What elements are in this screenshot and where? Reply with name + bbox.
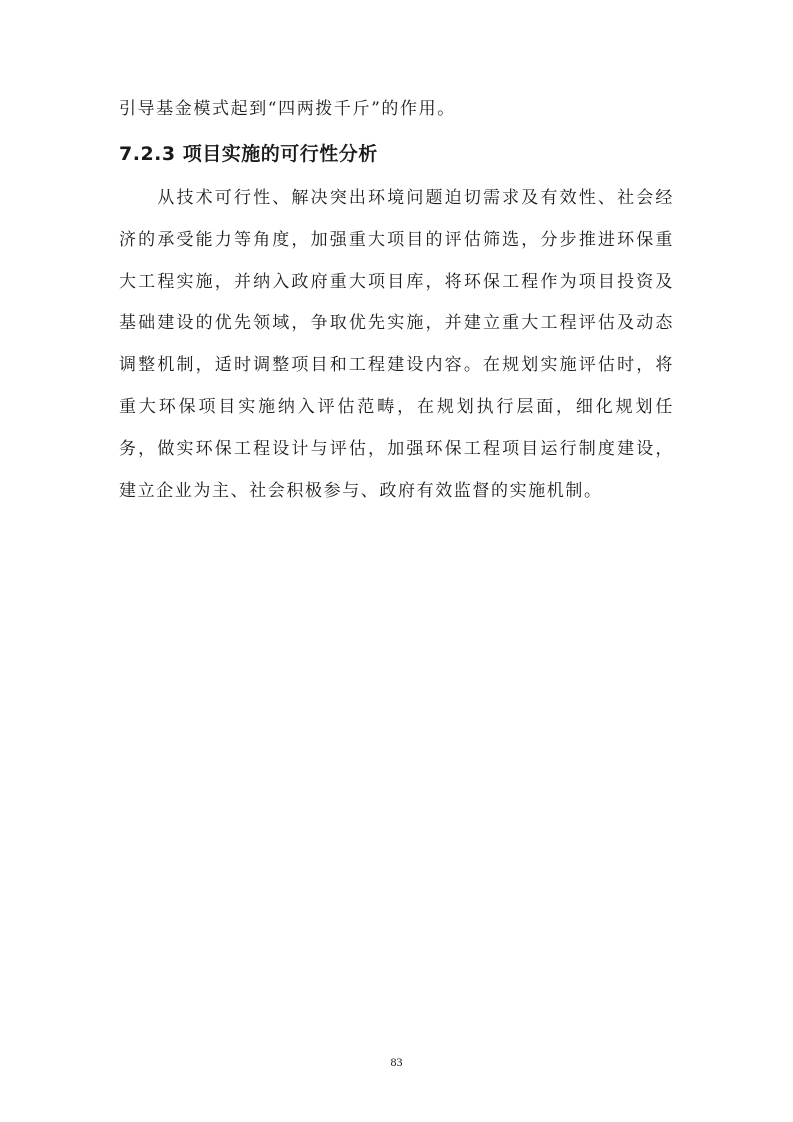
paragraph-line: 重大环保项目实施纳入评估范畴，在规划执行层面，细化规划任 [119, 397, 674, 417]
paragraph-line: 建立企业为主、社会积极参与、政府有效监督的实施机制。 [119, 481, 603, 501]
paragraph-line: 从技术可行性、解决突出环境问题迫切需求及有效性、社会经 [119, 188, 674, 208]
section-heading: 7.2.3 项目实施的可行性分析 [119, 143, 378, 165]
paragraph-line: 务，做实环保工程设计与评估，加强环保工程项目运行制度建设， [119, 439, 674, 459]
paragraph-line: 调整机制，适时调整项目和工程建设内容。在规划实施评估时，将 [119, 355, 674, 375]
paragraph-line: 大工程实施，并纳入政府重大项目库，将环保工程作为项目投资及 [119, 272, 674, 292]
paragraph-line: 济的承受能力等角度，加强重大项目的评估筛选，分步推进环保重 [119, 230, 674, 250]
paragraph-line: 基础建设的优先领域，争取优先实施，并建立重大工程评估及动态 [119, 313, 674, 333]
continuation-line: 引导基金模式起到“四两拨千斤”的作用。 [119, 99, 456, 119]
page-number: 83 [390, 1055, 403, 1069]
